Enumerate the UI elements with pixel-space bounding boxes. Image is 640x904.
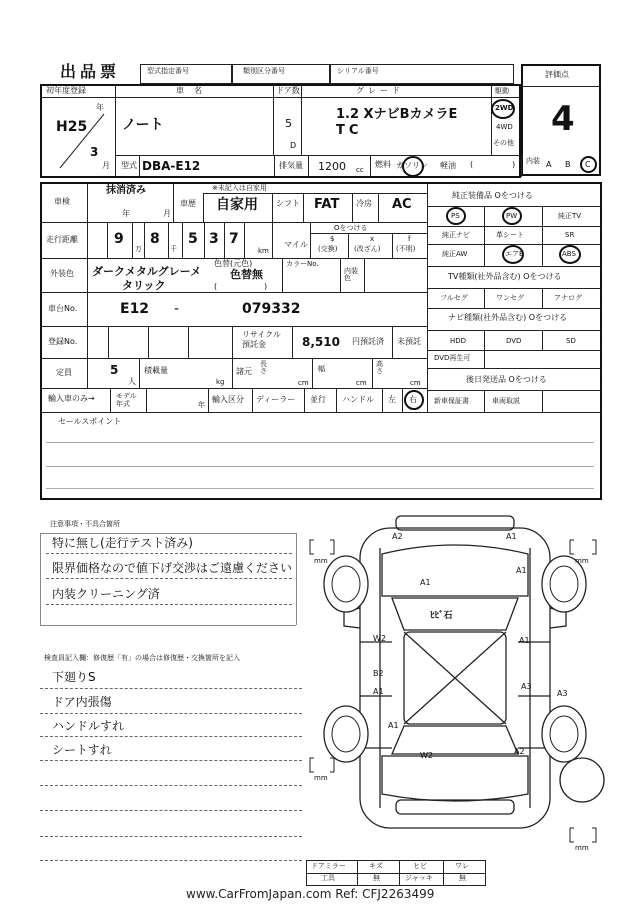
option-ps: PS [451,212,460,220]
repaint-label: 色替(元色) [214,259,253,268]
grade-line1: 1.2 XナビBカメラE [336,107,458,122]
car-damage-diagram [300,508,620,868]
tire-spare-mm: mm [575,844,589,852]
interior-label: 内装 [526,157,540,165]
legend-break: ワレ [455,862,469,870]
width-unit: cm [356,379,367,387]
displacement-label: 排気量 [279,161,303,170]
vehicle-name-label: 車名 [176,86,212,95]
color-name-line2: タリック [122,279,166,292]
nav-sd: SD [566,337,576,345]
damage-mark-right-front-door: A1 [519,636,530,645]
ac-label: 冷房 [356,199,372,208]
interior-b: B [565,160,571,169]
damage-mark-bonnet: A1 [420,578,431,587]
steering-label: ハンドル [342,395,374,404]
damage-mark-front-bumper-right: A1 [506,532,517,541]
nav-hdd: HDD [450,337,467,345]
model-label: 型式 [121,161,137,170]
serial-number-box [330,64,514,84]
mileage-km-unit: km [258,247,269,255]
note-line-3: 内装クリーニング済 [52,587,160,601]
type-designation-label: 型式指定番号 [147,67,189,75]
fuel-paren-open: ( [470,160,474,169]
rating-label: 評価点 [545,70,569,79]
damage-mark-left-quarter: A1 [388,721,399,730]
chassis-dash: - [174,301,180,317]
inspector-line-1: 下廻りS [52,670,96,684]
model-year-unit: 年 [198,401,205,409]
mileage-circle-note: Oをつける [334,224,368,232]
capacity-unit: 人 [128,377,136,386]
shift-label: シフト [276,199,300,208]
tire-rl-mm: mm [314,774,328,782]
inspector-label: 検査員記入欄：修復歴「有」の場合は修復歴・交換箇所を記入 [44,654,240,662]
doors-label: ドア数 [276,86,300,95]
mileage-digit-5: 7 [229,231,239,247]
mileage-opt-x-sub: (改ざん) [354,245,381,253]
note-line-1: 特に無し(走行テスト済み) [52,536,193,550]
mileage-opt-dollar: $ [330,235,335,243]
registration-month: 3 [90,145,99,159]
nav-dvd: DVD [506,337,522,345]
damage-mark-left-rear-door-2: A1 [373,687,384,696]
color-no-label: カラーNo. [286,260,319,268]
recycle-unpaid: 未預託 [397,337,421,346]
length-label: 長さ [260,360,267,375]
repaint-value: 色替無 [230,268,263,281]
registration-month-unit: 月 [102,161,110,170]
recycle-label: リサイクル預託金 [242,330,281,349]
model-year-label: モデル年式 [116,392,137,409]
aftermarket-warranty: 新車保証書 [434,397,469,405]
rating-score: 4 [551,99,575,139]
color-name-line1: ダークメタルグレーメ [92,265,202,278]
displacement-unit: cc [356,166,364,174]
aftermarket-title: 後日発送品 Oをつける [466,375,547,384]
repaint-paren-close: ) [264,282,268,291]
inspector-line-2: ドア内張傷 [52,695,112,709]
parallel-label: 並行 [310,395,326,404]
note-line-2: 限界価格なので値下げ交渉はご遠慮ください [52,561,293,575]
model-value: DBA-E12 [142,159,201,173]
chassis-label: 車台No. [48,304,78,313]
damage-mark-right-rear-door: A3 [521,682,532,691]
mileage-man-unit: 万 [135,245,142,253]
inspection-status: 抹消済み [106,185,146,196]
mileage-opt-f: f [408,235,411,243]
mileage-label: 走行距離 [46,235,78,244]
shift-value: FAT [314,197,340,212]
height-label: 高さ [376,360,383,375]
damage-mark-rear-window: W2 [420,751,433,760]
import-only-label: 輸入車のみ→ [48,394,95,403]
drive-4wd: 4WD [496,123,513,131]
page-title: 出品票 [60,62,121,81]
legend-mirror: ドアミラー [311,862,346,870]
recycle-paid: 円預託済 [352,337,384,346]
length-unit: cm [298,379,309,387]
damage-mark-windshield: ﾋﾋﾞ石 [430,611,453,621]
interior-c: C [585,160,591,169]
mileage-sen-unit: 千 [170,245,177,253]
legend-crack: ヒビ [413,862,427,870]
serial-number-label: シリアル番号 [337,67,379,75]
registration-year-unit: 年 [96,103,104,112]
interior-a: A [546,160,552,169]
recycle-amount: 8,510 [302,335,340,349]
vehicle-name: ノート [122,117,164,133]
legend-tools-value: 無 [373,874,380,882]
legend-jack-value: 無 [459,874,466,882]
legend-table [306,860,486,886]
inspector-line-4: シートすれ [52,743,112,757]
factory-options-title: 純正装備品 Oをつける [452,191,533,200]
fuel-paren-close: ) [512,160,516,169]
nav-dvd-play: DVD再生可 [434,354,471,362]
mileage-mile-label: マイル [284,240,308,249]
notes-label: 注意事項・不具合箇所 [50,520,120,528]
tv-oneseg: ワンセグ [496,294,524,302]
damage-mark-front-fender-right: A1 [516,566,527,575]
steering-right: 右 [409,395,417,404]
legend-tools: 工具 [321,874,335,882]
option-pw: PW [506,212,518,220]
damage-mark-rear-right: A2 [514,747,525,756]
tire-fr-mm: mm [575,557,589,565]
legend-scratch: キズ [369,862,383,870]
capacity-value: 5 [110,363,119,377]
width-label: 幅 [318,365,325,373]
ac-value: AC [392,197,412,212]
mileage-opt-f-sub: (不明) [396,245,416,253]
import-type-label: 輸入区分 [212,395,244,404]
option-airbag: エアB [505,250,524,258]
load-unit: kg [216,378,225,386]
option-aw: 純正AW [442,250,468,258]
aftermarket-manual: 車両取説 [492,397,520,405]
doors-value: 5 [285,117,292,130]
dims-label: 諸元 [236,367,252,376]
legend-jack: ジャッキ [405,874,433,882]
chassis-prefix: E12 [120,301,150,317]
fuel-label: 燃料 [375,160,391,169]
damage-mark-left-front-door: W2 [373,634,386,643]
displacement-value: 1200 [318,160,346,173]
tv-options-title: TV種類(社外品含む) Oをつける [448,272,562,281]
mileage-digit-3: 5 [188,231,198,247]
inspection-year-unit: 年 [122,209,130,218]
inspection-month-unit: 月 [163,209,171,218]
history-note: ※未記入は自家用 [212,184,267,192]
first-registration-label: 初年度登録 [46,86,86,95]
watermark: www.CarFromJapan.com Ref: CFJ2263499 [186,887,435,901]
doors-suffix: D [290,141,297,150]
chassis-number: 079332 [242,301,301,317]
option-tv: 純正TV [558,212,582,220]
steering-left: 左 [388,395,396,404]
height-unit: cm [410,379,421,387]
tv-fullseg: フルセグ [440,294,468,302]
mileage-digit-4: 3 [209,231,219,247]
grade-line2: TC [336,123,363,138]
mileage-digit-2: 8 [150,231,160,247]
repaint-paren-open: ( [214,282,218,291]
option-navi: 純正ナビ [442,231,470,239]
tire-fl-mm: mm [314,557,328,565]
category-number-label: 類別区分番号 [243,67,285,75]
interior-color-label: 内装色 [344,267,358,282]
drive-other: その他 [493,139,514,147]
mileage-opt-dollar-sub: (交換) [318,245,338,253]
history-value: 自家用 [216,197,258,213]
inspector-line-3: ハンドルすれ [52,719,125,733]
grade-label: グレード [356,86,404,95]
type-designation-box [140,64,232,84]
drive-2wd: 2WD [495,104,514,112]
option-abs: ABS [562,250,576,258]
dealer-label: ディーラー [256,395,296,404]
option-sr: SR [565,231,575,239]
damage-mark-right-rear-tire: A3 [557,689,568,698]
fuel-gasoline: ガソリン [396,161,428,170]
sales-points-label: セールスポイント [58,417,122,426]
color-label: 外装色 [50,269,74,278]
fuel-diesel: 軽油 [440,161,456,170]
capacity-label: 定員 [56,368,72,377]
damage-mark-front-bumper-left: A2 [392,532,403,541]
registration-no-label: 登録No. [48,337,78,346]
inspection-label: 車検 [54,197,70,206]
load-label: 積載量 [144,366,168,375]
option-leather: 革シート [496,231,524,239]
registration-era-year: H25 [56,119,88,135]
damage-mark-left-rear-door: B2 [373,669,384,678]
mileage-digit-1: 9 [114,231,124,247]
history-label: 車歴 [180,199,196,208]
mileage-opt-x: x [370,235,375,243]
drive-label: 駆動 [495,87,509,95]
tv-analog: アナログ [554,294,582,302]
nav-options-title: ナビ種類(社外品含む) Oをつける [448,313,568,322]
category-number-box [232,64,330,84]
